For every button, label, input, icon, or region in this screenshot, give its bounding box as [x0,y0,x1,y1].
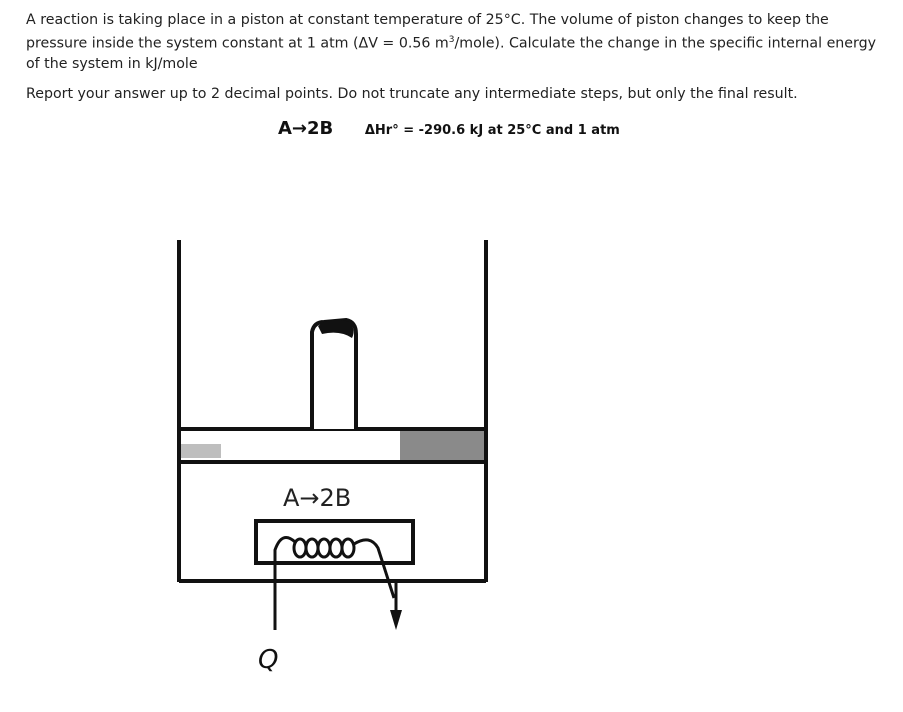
heat-label-q: Q [258,645,279,675]
question-text-part-2: /mole). Calculate the change in the specific internal energy of the system in kJ/mole [26,35,877,72]
piston-rod-cap [318,320,354,338]
question-paragraph [26,10,876,74]
question-text-part-1: A reaction is taking place in a piston at constant temperature of 25°C. The volume of piston changes to keep the pressure inside the system constant at 1 atm (ΔV = 0.56 m [26,12,829,52]
piston-plate-shading-left [181,444,221,458]
diagram-reaction-label: A→2B [283,484,352,512]
reaction-line [278,118,620,139]
superscript-cubed: 3 [448,35,455,45]
question-text [26,10,876,74]
instruction-text: Report your answer up to 2 decimal points. Do not truncate any intermediate steps, but only the final result. [26,86,798,102]
piston-plate [179,429,486,462]
heater-housing [256,521,413,563]
reaction-equation: A→2B [278,118,334,139]
heat-out-arrowhead [390,610,402,630]
enthalpy-of-reaction: ΔHr° = -290.6 kJ at 25°C and 1 atm [364,123,620,138]
piston-plate-shading-right [400,431,484,460]
heating-coil [275,538,394,599]
piston-rod [312,320,356,429]
